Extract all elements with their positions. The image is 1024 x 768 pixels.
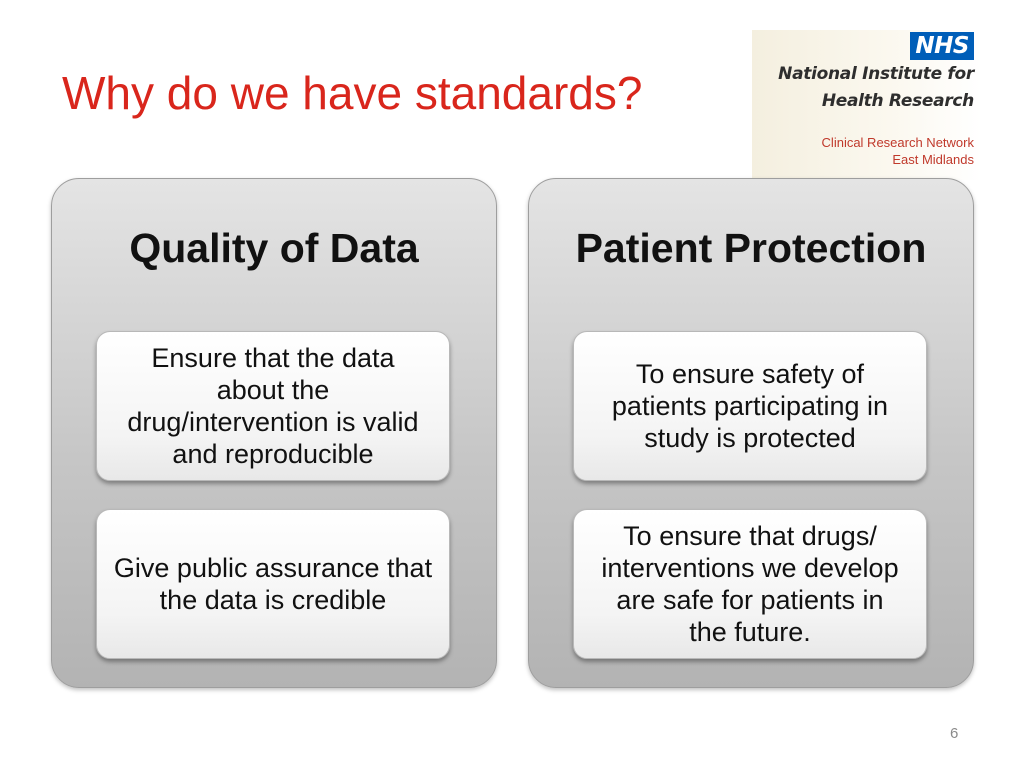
slide-title: Why do we have standards? xyxy=(62,67,643,119)
org-name-line1: National Institute for xyxy=(778,64,974,84)
box-text: Give public assurance that the data is credible xyxy=(113,553,433,615)
panel-heading: Quality of Data xyxy=(129,225,419,271)
network-name-line2: East Midlands xyxy=(892,152,974,167)
panel-box xyxy=(96,331,450,481)
quality-of-data-panel xyxy=(51,178,497,688)
nihr-logo xyxy=(752,30,982,180)
panel-heading: Patient Protection xyxy=(575,225,927,271)
network-name-line1: Clinical Research Network xyxy=(821,135,974,150)
box-text: To ensure safety of patients participating in study is protected xyxy=(611,359,889,453)
panel-box xyxy=(573,331,927,481)
panel-box xyxy=(573,509,927,659)
box-text: To ensure that drugs/ interventions we develop are safe for patients in the future. xyxy=(601,521,899,647)
page-number: 6 xyxy=(950,725,959,742)
patient-protection-panel xyxy=(528,178,974,688)
box-text: Ensure that the data about the drug/intervention is valid and reproducible xyxy=(127,343,419,469)
panel-box xyxy=(96,509,450,659)
org-name-line2: Health Research xyxy=(821,91,974,111)
nhs-badge: NHS xyxy=(910,32,974,60)
